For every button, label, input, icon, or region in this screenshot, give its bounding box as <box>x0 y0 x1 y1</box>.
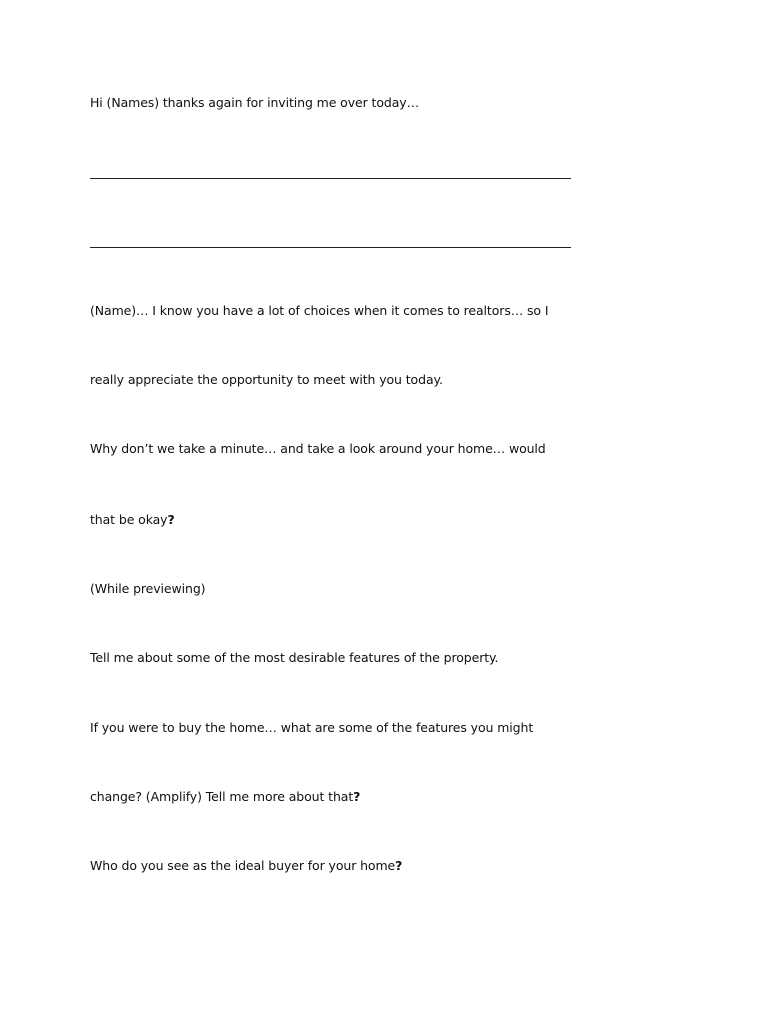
script-line-2 <box>90 372 443 388</box>
script-line-3 <box>90 441 546 457</box>
question-mark: ? <box>167 512 175 527</box>
script-line-7-text: If you were to buy the home… what are some of the features you might <box>90 720 534 735</box>
script-line-7 <box>90 720 533 736</box>
greeting-text: Hi (Names) thanks again for inviting me over today… <box>90 95 419 110</box>
script-line-5-text: (While previewing) <box>90 581 206 596</box>
script-line-4 <box>90 512 175 528</box>
script-line-6 <box>90 650 498 666</box>
script-line-1 <box>90 303 548 319</box>
script-line-6-text: Tell me about some of the most desirable features of the property. <box>90 650 499 665</box>
script-line-9 <box>90 858 402 874</box>
script-line-1-text: (Name)… I know you have a lot of choices when it comes to realtors… so I <box>90 303 549 318</box>
blank-answer-line-2 <box>90 247 571 248</box>
script-line-4-text: that be okay <box>90 512 168 527</box>
script-line-8-text: change? (Amplify) Tell me more about that <box>90 789 354 804</box>
script-line-3-text: Why don’t we take a minute… and take a look around your home… would <box>90 441 546 456</box>
question-mark: ? <box>353 789 361 804</box>
greeting-line <box>90 95 419 111</box>
script-line-9-text: Who do you see as the ideal buyer for your home <box>90 858 396 873</box>
script-line-2-text: really appreciate the opportunity to meet with you today. <box>90 372 443 387</box>
blank-answer-line-1 <box>90 178 571 179</box>
script-line-8 <box>90 789 360 805</box>
script-line-5 <box>90 581 205 597</box>
question-mark: ? <box>395 858 403 873</box>
